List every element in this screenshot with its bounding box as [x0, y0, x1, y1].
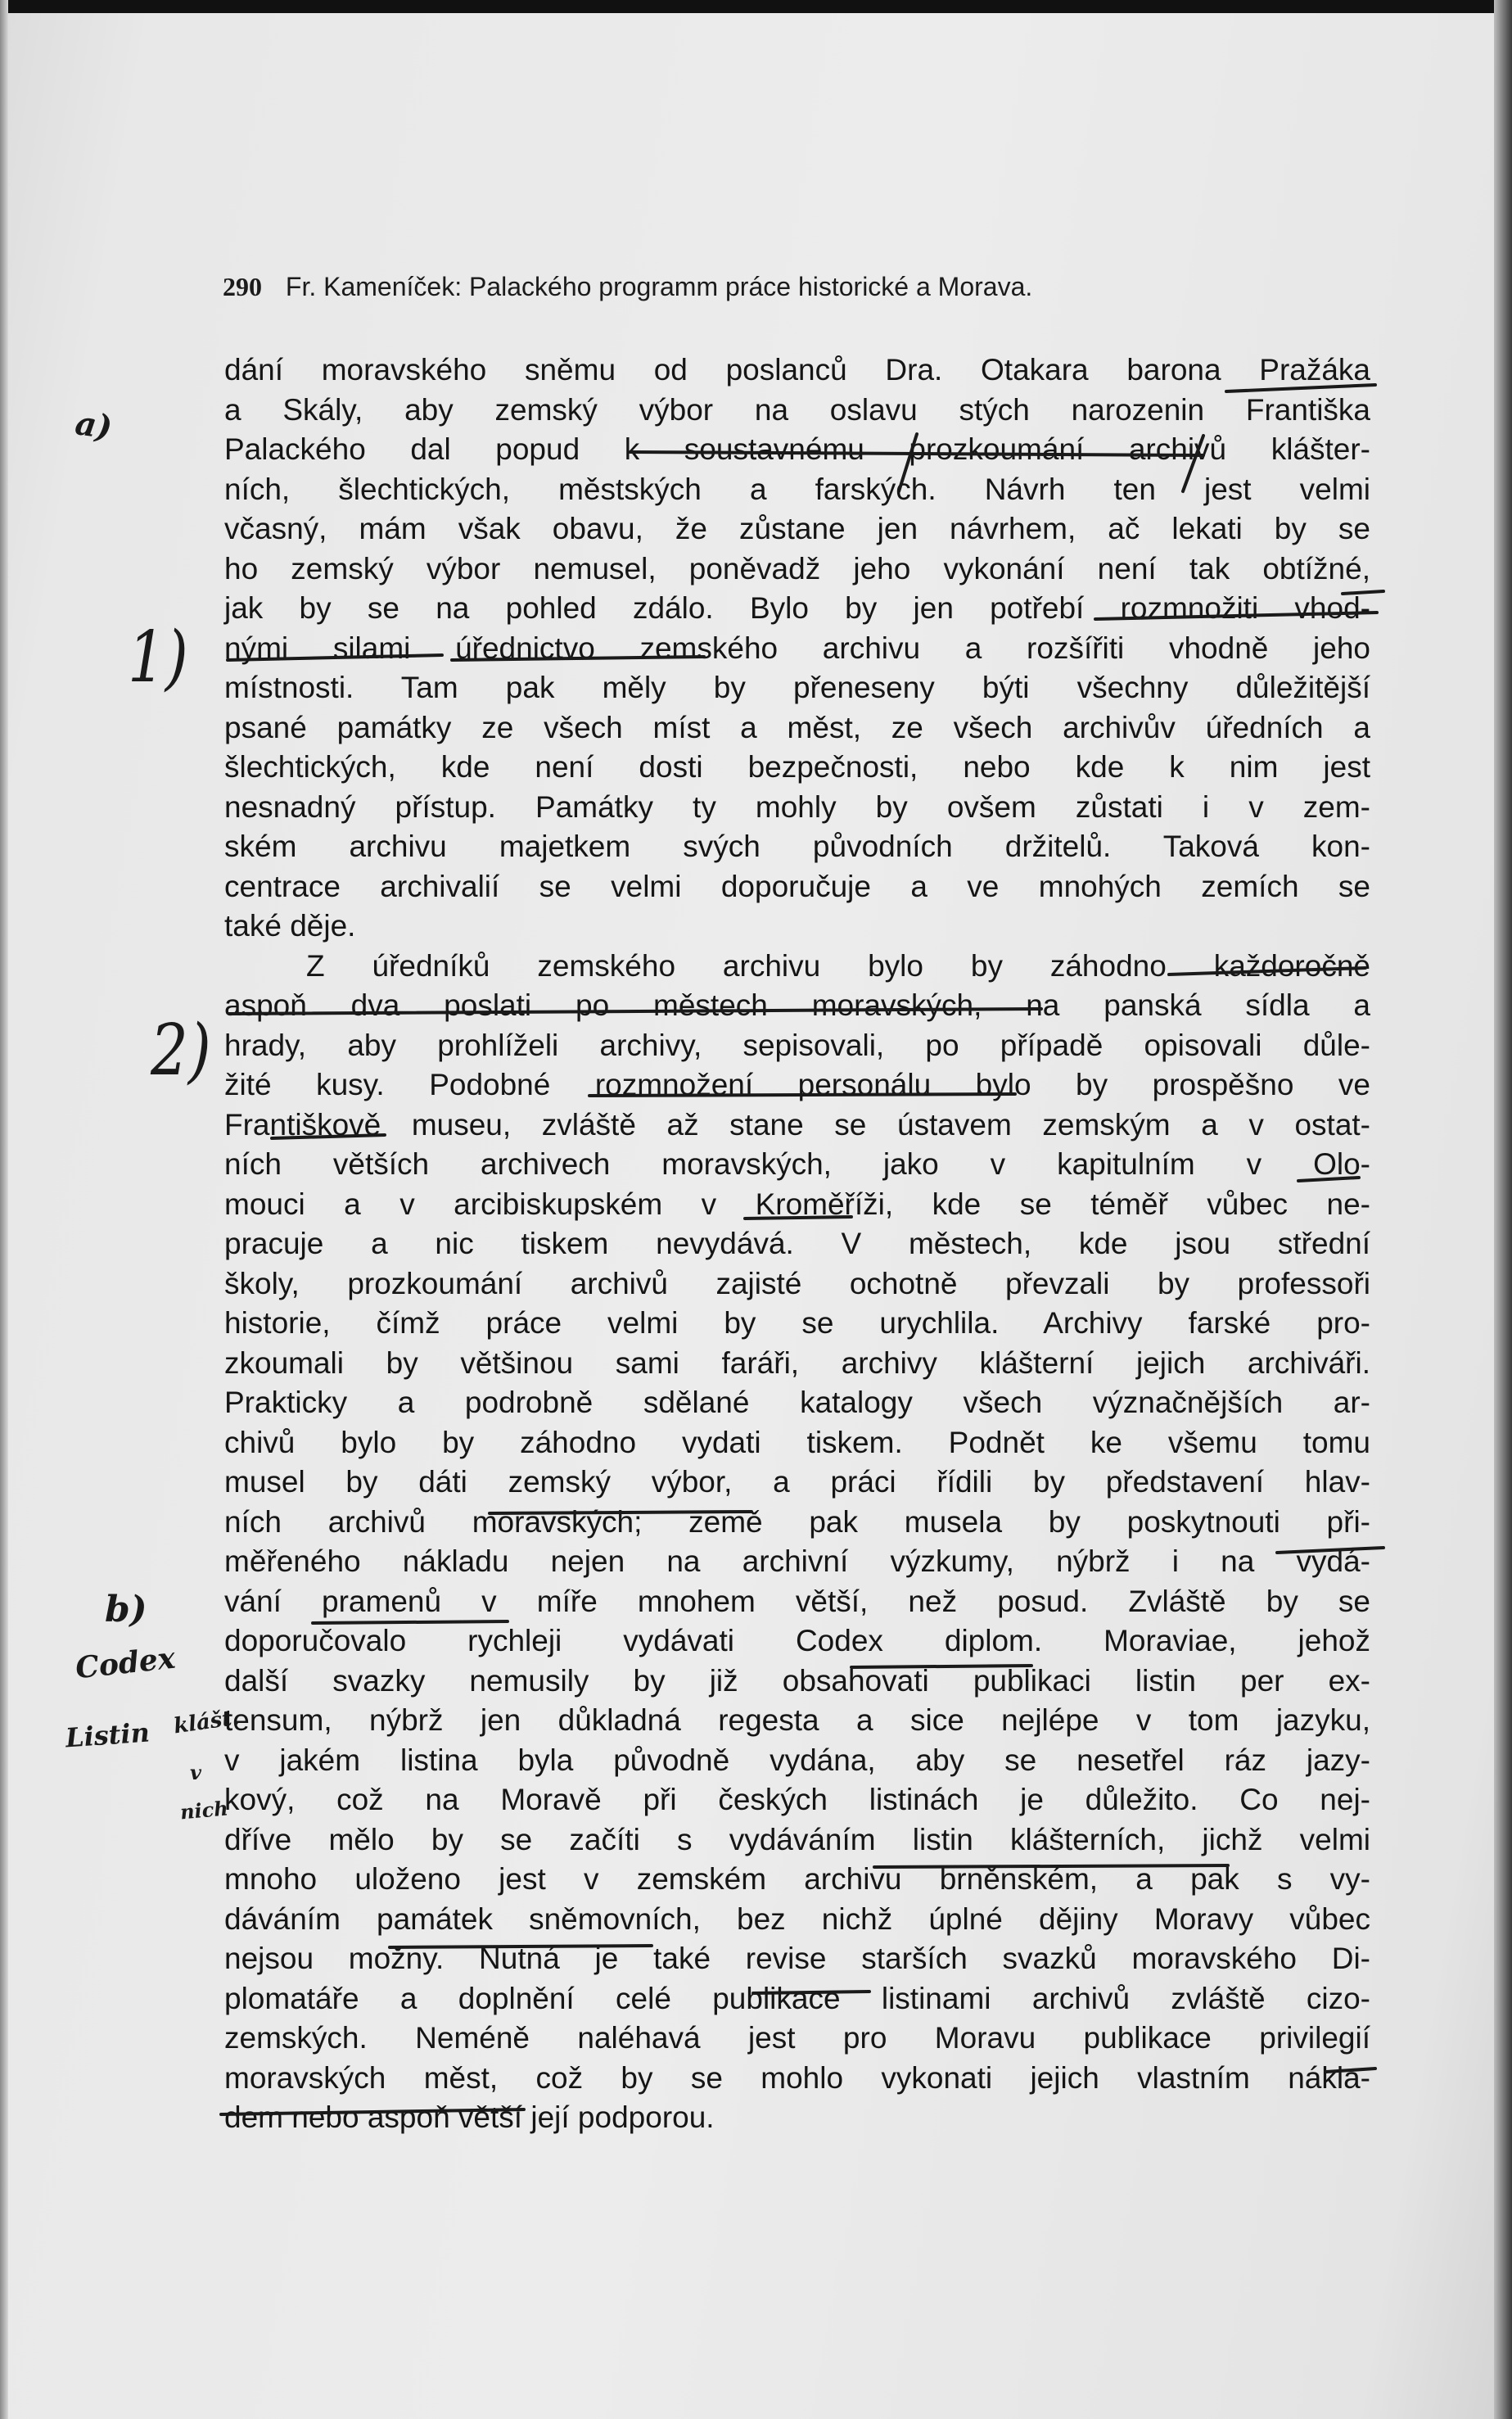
text-line: mouci a v arcibiskupském v Kroměříži, kde se téměř vůbec ne-	[224, 1187, 1370, 1221]
text-line: zkoumali by většinou sami faráři, archivy klášterní jejich archiváři.	[224, 1345, 1370, 1380]
text-line: také děje.	[224, 909, 356, 943]
text-line: další svazky nemusily by již obsahovati publikaci listin per ex-	[224, 1663, 1370, 1698]
scan-edge-top	[0, 0, 1512, 13]
text-line: šlechtických, kde není dosti bezpečnosti, nebo kde k nim jest	[224, 750, 1370, 784]
text-line: Z úředníků zemského archivu bylo by záhodno každoročně	[306, 948, 1370, 983]
text-line: měřeného nákladu nejen na archivní výzkumy, nýbrž i na vydá-	[224, 1544, 1370, 1578]
text-line: mnoho uloženo jest v zemském archivu brněnském, a pak s vy-	[224, 1862, 1370, 1896]
text-line: doporučovalo rychleji vydávati Codex diplom. Moraviae, jehož	[224, 1624, 1370, 1657]
text-line: dáváním památek sněmovních, bez nichž úplné dějiny Moravy vůbec	[224, 1901, 1370, 1936]
text-line: dříve mělo by se začíti s vydáváním listin klášterních, jichž velmi	[224, 1822, 1370, 1856]
margin-note-2: 2)	[151, 1008, 211, 1092]
text-line: moravských měst, což by se mohlo vykonati jejich vlastním nákla-	[224, 2060, 1370, 2095]
text-line: centrace archivalií se velmi doporučuje a ve mnohých zemích se	[224, 869, 1370, 903]
text-line: vání pramenů v míře mnohem větší, než posud. Zvláště by se	[224, 1584, 1370, 1618]
text-line: nesnadný přístup. Památky ty mohly by ovšem zůstati i v zem-	[224, 789, 1370, 824]
text-line: zemských. Neméně naléhavá jest pro Moravu publikace privilegií	[224, 2021, 1370, 2055]
scan-edge-left	[0, 0, 8, 2419]
text-line: plomatáře a doplnění celé publikace listinami archivů zvláště cizo-	[224, 1981, 1370, 2015]
text-line: školy, prozkoumání archivů zajisté ochotně převzali by professoři	[224, 1266, 1370, 1300]
running-title: Fr. Kameníček: Palackého programm práce historické a Morava.	[285, 272, 1033, 301]
scan-edge-right	[1494, 0, 1512, 2419]
margin-note-1: 1)	[128, 615, 188, 699]
text-line: jak by se na pohled zdálo. Bylo by jen potřebí rozmnožiti vhod-	[224, 591, 1370, 625]
text-line: místnosti. Tam pak měly by přeneseny býti všechny důležitější	[224, 671, 1370, 704]
text-line: nými silami úřednictvo zemského archivu a rozšířiti vhodně jeho	[224, 631, 1370, 665]
text-line: psané památky ze všech míst a měst, ze všech archivův úředních a	[224, 710, 1370, 744]
margin-note-b: b)	[105, 1589, 147, 1630]
text-line: a Skály, aby zemský výbor na oslavu stých narozenin Františka	[224, 392, 1370, 427]
text-line: v jakém listina byla původně vydána, aby se nesetřel ráz jazy-	[224, 1743, 1370, 1777]
text-line: aspoň dva poslati po městech moravských, na panská sídla a	[224, 988, 1370, 1022]
body-text	[224, 350, 1370, 2138]
margin-note-listin: Listin	[64, 1716, 151, 1754]
text-line: hrady, aby prohlíželi archivy, sepisovali, po případě opisovali důle-	[224, 1028, 1370, 1062]
text-line: žité kusy. Podobné rozmnožení personálu bylo by prospěšno ve	[224, 1068, 1370, 1101]
running-header	[223, 272, 1032, 302]
text-line: ních, šlechtických, městských a farských. Návrh ten jest velmi	[224, 472, 1370, 506]
margin-note-nich: nich	[178, 1796, 229, 1824]
text-line: Palackého dal popud k soustavnému prozkoumání archivů klášter-	[224, 432, 1370, 466]
text-line: chivů bylo by záhodno vydati tiskem. Podnět ke všemu tomu	[224, 1425, 1370, 1459]
margin-note-v: v	[190, 1761, 201, 1784]
text-line: včasný, mám však obavu, že zůstane jen návrhem, ač lekati by se	[224, 512, 1370, 545]
text-line: ních archivů moravských; země pak musela by poskytnouti při-	[224, 1504, 1370, 1539]
text-line: nejsou možny. Nutná je také revise starších svazků moravského Di-	[224, 1942, 1370, 1975]
text-line: Prakticky a podrobně sdělané katalogy všech význačnějších ar-	[224, 1386, 1370, 1419]
text-line: ních větších archivech moravských, jako v kapitulním v Olo-	[224, 1147, 1370, 1181]
text-line: tensum, nýbrž jen důkladná regesta a sice nejlépe v tom jazyku,	[224, 1703, 1370, 1737]
text-line: ho zemský výbor nemusel, poněvadž jeho vykonání není tak obtížné,	[224, 551, 1370, 586]
text-line: historie, čímž práce velmi by se urychlila. Archivy farské pro-	[224, 1306, 1370, 1340]
text-line: pracuje a nic tiskem nevydává. V městech, kde jsou střední	[224, 1227, 1370, 1260]
margin-note-a: a)	[72, 404, 115, 447]
margin-note-klast: klášt.	[172, 1705, 241, 1739]
text-line: dání moravského sněmu od poslanců Dra. Otakara barona Pražáka	[224, 353, 1370, 387]
text-line: dem nebo aspoň větší její podporou.	[224, 2100, 715, 2134]
text-line: Františkově museu, zvláště až stane se ústavem zemským a v ostat-	[224, 1107, 1370, 1142]
text-line: musel by dáti zemský výbor, a práci řídili by představení hlav-	[224, 1465, 1370, 1499]
margin-note-codex: Codex	[74, 1640, 178, 1686]
text-line: kový, což na Moravě při českých listinách je důležito. Co nej-	[224, 1783, 1370, 1816]
text-line: ském archivu majetkem svých původních držitelů. Taková kon-	[224, 830, 1370, 863]
page-number: 290	[223, 272, 262, 301]
